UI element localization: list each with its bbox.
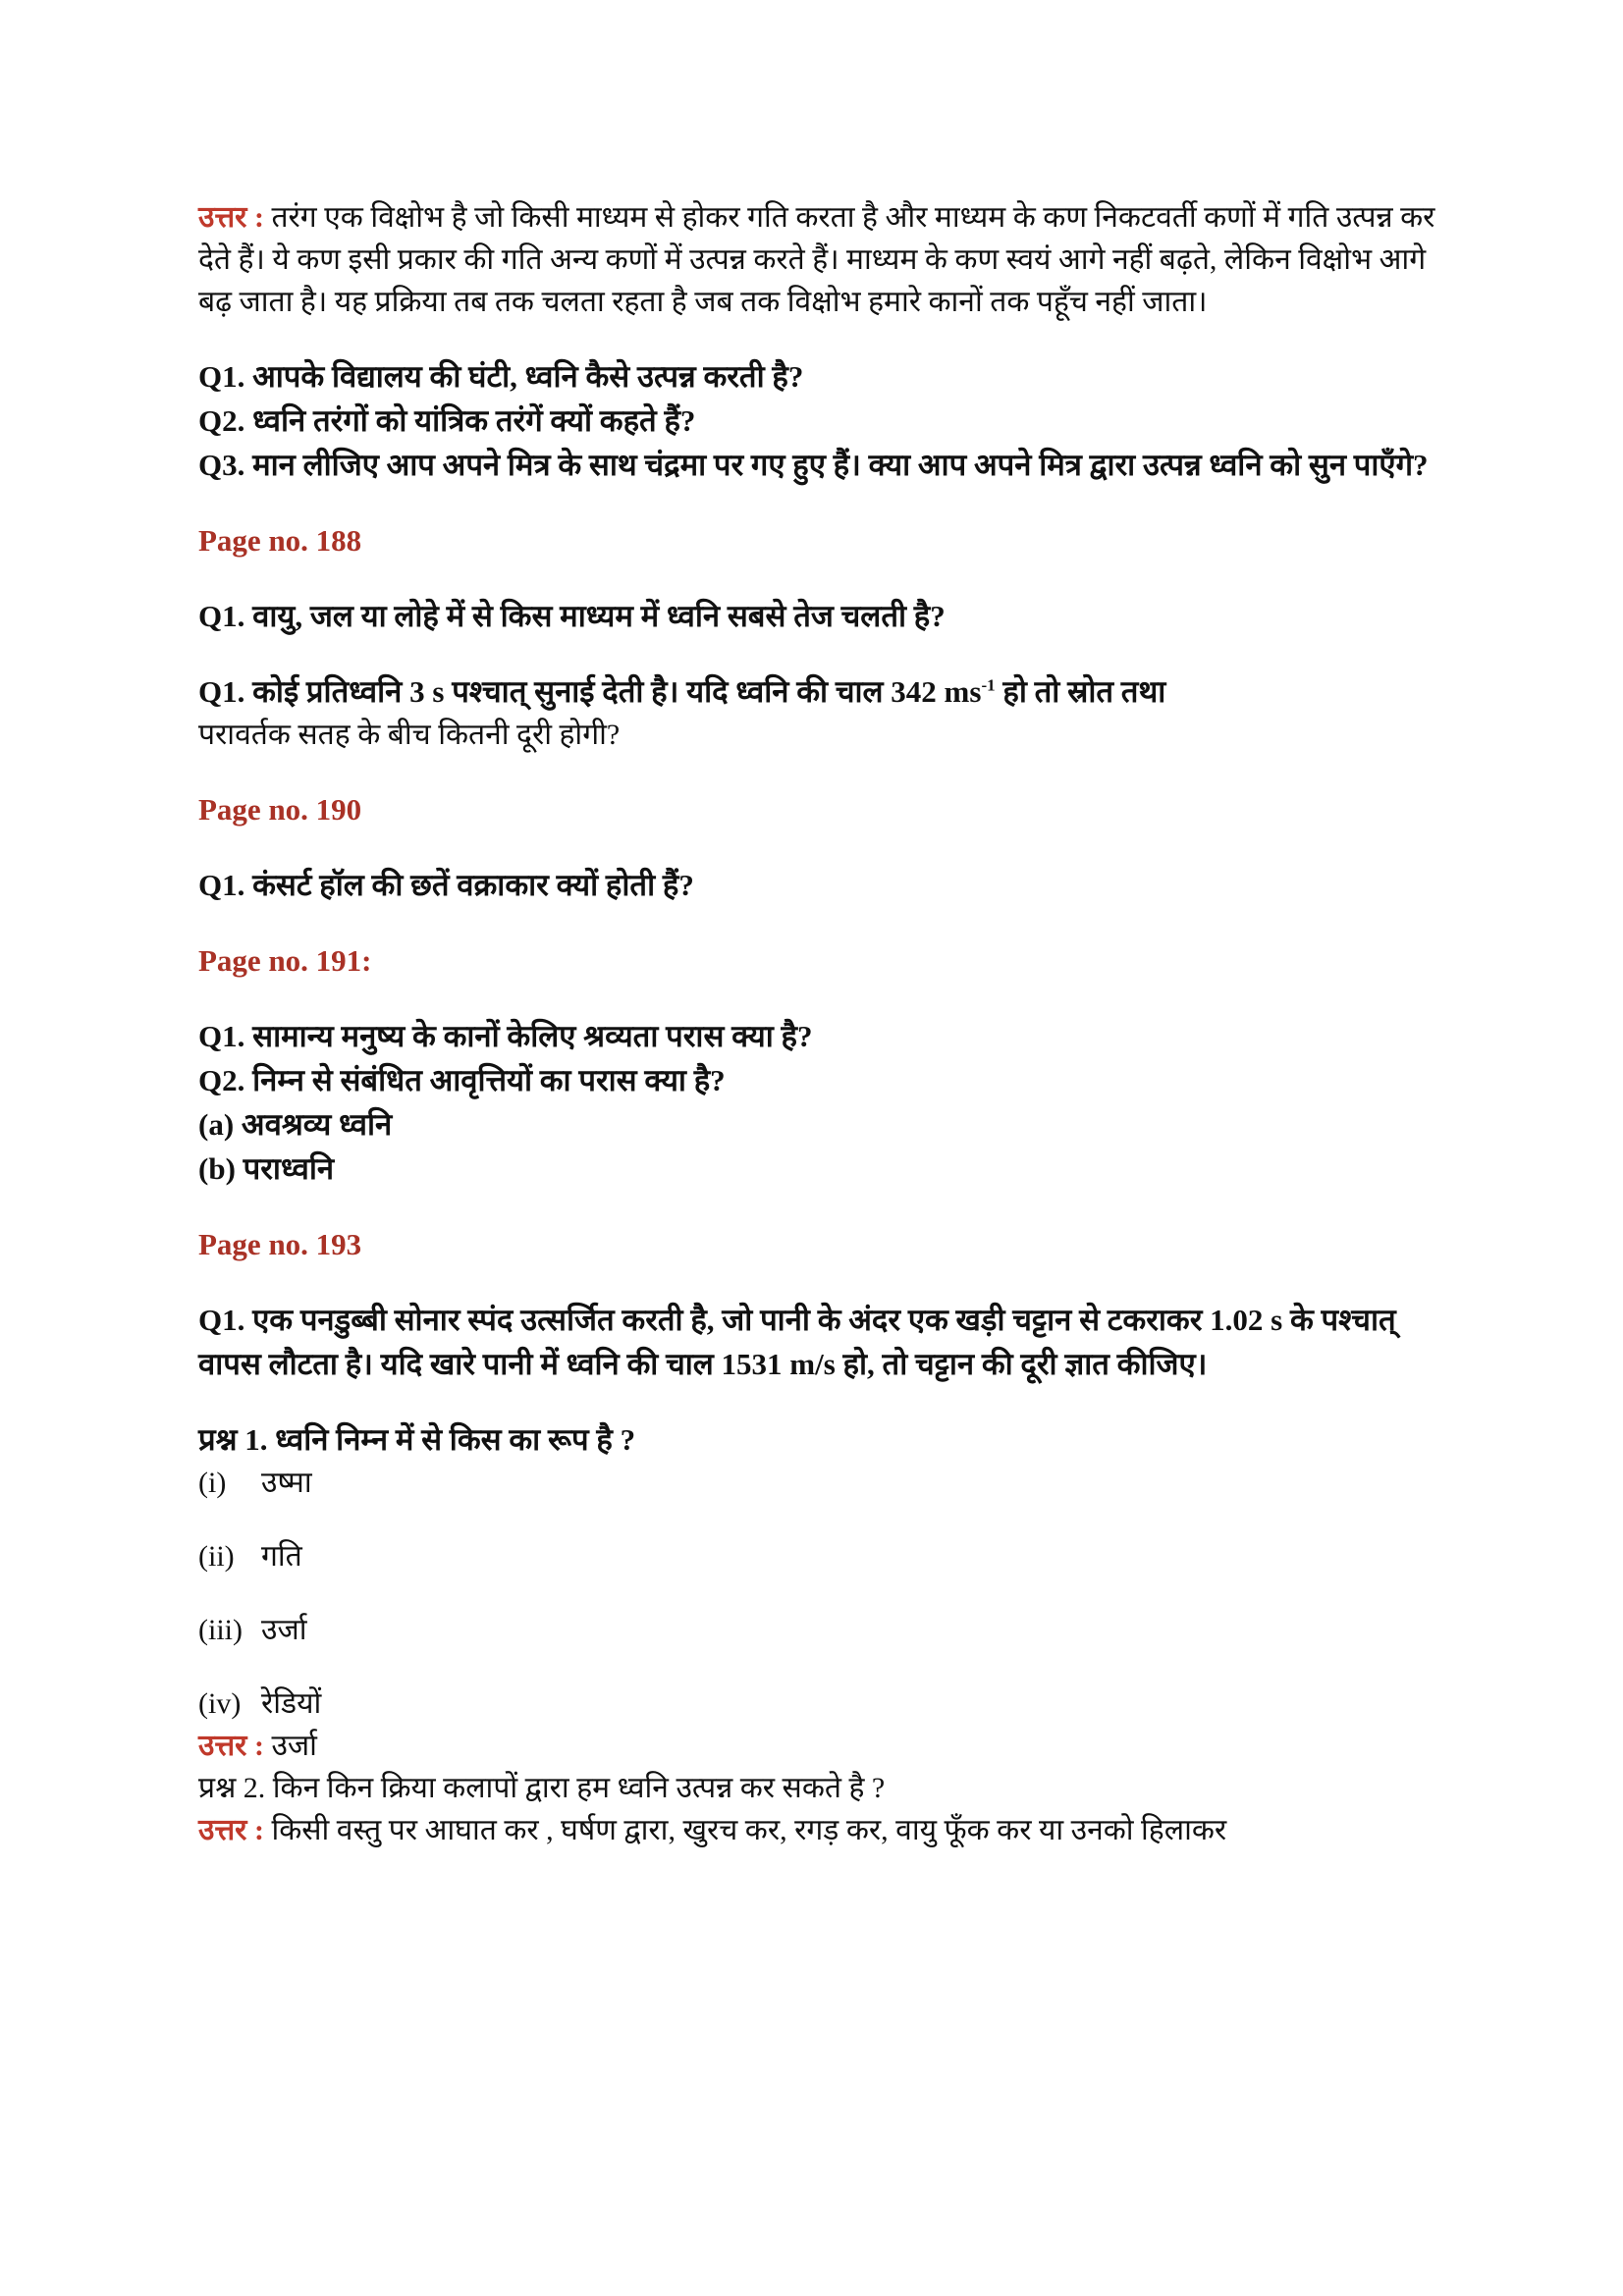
question-echo (198, 669, 1445, 714)
page-heading-188: Page no. 188 (198, 523, 362, 558)
page-heading-193: Page no. 193 (198, 1227, 362, 1261)
question-echo-part1: Q1. कोई प्रतिध्वनि 3 s पश्चात् सुनाई देती है। यदि ध्वनि की चाल 342 ms (198, 674, 982, 709)
option-number: (iii) (198, 1614, 243, 1646)
unit-exponent: -1 (981, 675, 996, 695)
question-sound-activities: प्रश्न 2. किन किन क्रिया कलापों द्वारा हम ध्वनि उत्पन्न कर सकते है ? (198, 1772, 886, 1804)
answer-label: उत्तर : (198, 201, 264, 234)
question-mechanical-waves: Q2. ध्वनि तरंगों को यांत्रिक तरंगें क्यों कहते हैं? (198, 403, 696, 438)
intro-answer (198, 196, 1445, 323)
option-text: उष्मा (261, 1467, 312, 1499)
question-frequency-range: Q2. निम्न से संबंधित आवृत्तियों का परास क्या है? (198, 1063, 726, 1097)
question-concert-hall: Q1. कंसर्ट हॉल की छतें वक्राकार क्यों होती हैं? (198, 868, 694, 902)
question-echo-part2: हो तो स्रोत तथा (995, 674, 1166, 709)
document-page (198, 196, 1445, 1851)
mcq-question: प्रश्न 1. ध्वनि निम्न में से किस का रूप है ? (198, 1422, 636, 1457)
mcq-answer-text: उर्जा (263, 1730, 317, 1762)
intro-answer-text: तरंग एक विक्षोभ है जो किसी माध्यम से होकर गति करता है और माध्यम के कण निकटवर्ती कणों में गति उत्पन्न कर देते हैं। ये कण इसी प्रकार की गति अन्य कणों में उत्पन्न करते हैं। माध्यम के कण स्वयं आगे नहीं बढ़ते, लेकिन विक्षोभ आगे बढ़ जाता है। यह प्रक्रिया तब तक चलता रहता है जब तक विक्षोभ हमारे कानों तक पहूँच नहीं जाता। (198, 201, 1435, 318)
option-text: उर्जा (261, 1614, 307, 1646)
page-heading-191: Page no. 191: (198, 943, 372, 978)
option-number: (ii) (198, 1540, 235, 1573)
option-text: गति (261, 1540, 302, 1573)
option-text: रेडियों (261, 1687, 322, 1720)
mcq-answer (198, 1725, 1445, 1767)
question-bell: Q1. आपके विद्यालय की घंटी, ध्वनि कैसे उत्पन्न करती है? (198, 359, 804, 394)
option-number: (i) (198, 1467, 227, 1499)
option-number: (iv) (198, 1687, 242, 1720)
question-fastest-medium: Q1. वायु, जल या लोहे में से किस माध्यम में ध्वनि सबसे तेज चलती है? (198, 599, 946, 633)
mcq-option-4 (198, 1682, 1445, 1725)
answer-sound-activities (198, 1809, 1445, 1851)
mcq-option-3 (198, 1609, 1445, 1651)
question-sonar: Q1. एक पनडुब्बी सोनार स्पंद उत्सर्जित करती है, जो पानी के अंदर एक खड़ी चट्टान से टकराकर 1.02 s के पश्चात् वापस लौटता है। यदि खारे पानी में ध्वनि की चाल 1531 m/s हो, तो चट्टान की दूरी ज्ञात कीजिए। (198, 1303, 1396, 1381)
question-echo-continuation: परावर्तक सतह के बीच कितनी दूरी होगी? (198, 719, 621, 751)
answer-label: उत्तर : (198, 1814, 264, 1846)
mcq-option-1 (198, 1462, 1445, 1504)
subquestion-ultrasound: (b) पराध्वनि (198, 1151, 335, 1186)
question-moon: Q3. मान लीजिए आप अपने मित्र के साथ चंद्रमा पर गए हुए हैं। क्या आप अपने मित्र द्वारा उत्पन्न ध्वनि को सुन पाएँगे? (198, 448, 1429, 482)
subquestion-infrasound: (a) अवश्रव्य ध्वनि (198, 1107, 393, 1142)
page-heading-190: Page no. 190 (198, 792, 362, 827)
answer-sound-activities-text: किसी वस्तु पर आघात कर , घर्षण द्वारा, खुरच कर, रगड़ कर, वायु फूँक कर या उनको हिलाकर (263, 1814, 1227, 1846)
mcq-option-2 (198, 1535, 1445, 1577)
answer-label: उत्तर : (198, 1730, 264, 1762)
question-audible-range: Q1. सामान्य मनुष्य के कानों केलिए श्रव्यता परास क्या है? (198, 1019, 813, 1053)
